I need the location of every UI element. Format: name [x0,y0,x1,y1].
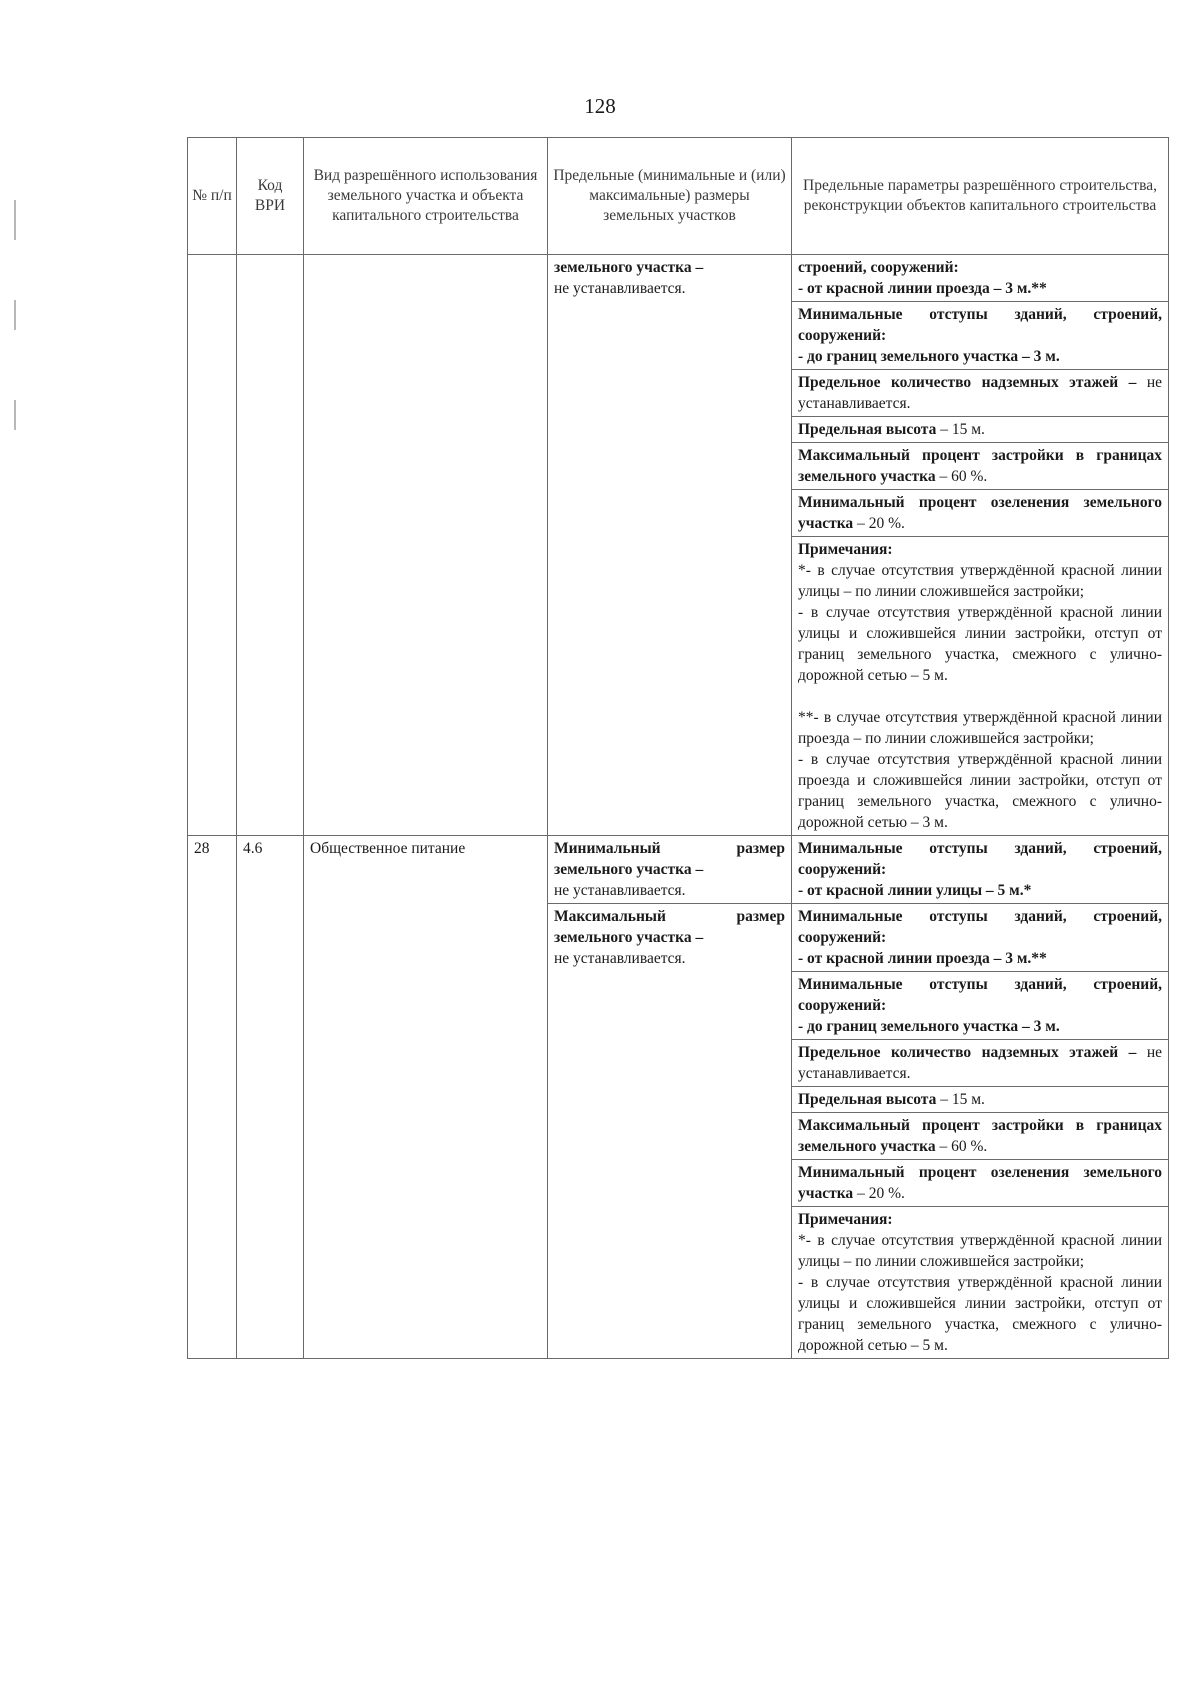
use-cell [304,255,548,836]
param-value: – 60 %. [935,468,988,485]
param-cell [792,302,1169,370]
param-cell [792,443,1169,490]
scan-artifact [14,300,16,330]
param-cell [792,417,1169,443]
note-text: - в случае отсутствия утверждённой красной линии улицы и сложившейся линии застройки, отступ от границ земельного участка, смежного с улично-дорожной сетью – 5 м. [798,604,1162,684]
param-label: Максимальный процент застройки в границах земельного участка [798,1117,1162,1155]
param-cell [792,1160,1169,1207]
param-cell [792,370,1169,417]
param-value: – 15 м. [936,421,985,438]
header-num: № п/п [188,138,237,255]
param-label: Минимальные отступы зданий, строений, сооружений: [798,306,1162,344]
size-value: не устанавливается. [554,950,686,967]
param-label: строений, сооружений: [798,259,959,276]
param-label: Предельная высота [798,1091,937,1108]
code-cell: 4.6 [237,836,304,1359]
param-cell [792,490,1169,537]
param-value: - до границ земельного участка – 3 м. [798,1018,1060,1035]
size-label: Минимальный размер земельного участка – [554,840,785,878]
notes-title: Примечания: [798,541,893,558]
size-cell [548,836,792,904]
param-cell [792,972,1169,1040]
param-label: Минимальные отступы зданий, строений, сооружений: [798,976,1162,1014]
param-cell [792,255,1169,302]
table-row [188,836,1169,904]
table-header-row [188,138,1169,255]
param-value: - от красной линии улицы – 5 м.* [798,882,1032,899]
header-size: Предельные (минимальные и (или) максимальные) размеры земельных участков [548,138,792,255]
param-label: Предельное количество надземных этажей – [798,374,1137,391]
note-text: - в случае отсутствия утверждённой красной линии проезда и сложившейся линии застройки, отступ от границ земельного участка, смежного с улично-дорожной сетью – 3 м. [798,751,1162,831]
size-label: земельного участка – [554,259,704,276]
param-cell [792,1113,1169,1160]
header-use: Вид разрешённого использования земельного участка и объекта капитального строительства [304,138,548,255]
header-params: Предельные параметры разрешённого строительства, реконструкции объектов капитального строительства [792,138,1169,255]
param-label: Максимальный процент застройки в границах земельного участка [798,447,1162,485]
notes-title: Примечания: [798,1211,893,1228]
param-value: - от красной линии проезда – 3 м.** [798,280,1047,297]
note-text: *- в случае отсутствия утверждённой красной линии улицы – по линии сложившейся застройки; [798,1232,1162,1270]
notes-cell [792,537,1169,836]
note-text: - в случае отсутствия утверждённой красной линии улицы и сложившейся линии застройки, отступ от границ земельного участка, смежного с улично-дорожной сетью – 5 м. [798,1274,1162,1354]
note-text: *- в случае отсутствия утверждённой красной линии улицы – по линии сложившейся застройки; [798,562,1162,600]
notes-cell [792,1207,1169,1359]
use-cell: Общественное питание [304,836,548,1359]
param-cell [792,1087,1169,1113]
param-value: – 60 %. [935,1138,988,1155]
param-label: Предельная высота [798,421,937,438]
num-cell: 28 [188,836,237,1359]
param-cell [792,836,1169,904]
code-cell [237,255,304,836]
table-row [188,255,1169,302]
header-code: Код ВРИ [237,138,304,255]
scan-artifact [14,400,16,430]
size-value: не устанавливается. [554,882,686,899]
param-value: – 20 %. [853,1185,905,1202]
param-value: - до границ земельного участка – 3 м. [798,348,1060,365]
param-cell [792,1040,1169,1087]
param-value: не устанавливается. [798,1044,1162,1082]
param-label: Минимальные отступы зданий, строений, сооружений: [798,908,1162,946]
size-cell [548,255,792,836]
size-label: Максимальный размер земельного участка – [554,908,785,946]
size-value: не устанавливается. [554,280,686,297]
param-value: не устанавливается. [798,374,1162,412]
num-cell [188,255,237,836]
param-label: Минимальные отступы зданий, строений, сооружений: [798,840,1162,878]
param-cell [792,904,1169,972]
page-number: 128 [584,94,616,118]
param-label: Предельное количество надземных этажей – [798,1044,1137,1061]
note-text: **- в случае отсутствия утверждённой красной линии проезда – по линии сложившейся застройки; [798,709,1162,747]
size-cell [548,904,792,1359]
param-label: Минимальный процент озеленения земельного участка [798,1164,1162,1202]
regulations-table [187,137,1169,1359]
param-value: – 15 м. [936,1091,985,1108]
param-value: - от красной линии проезда – 3 м.** [798,950,1047,967]
scan-artifact [14,200,16,240]
param-label: Минимальный процент озеленения земельного участка [798,494,1162,532]
param-value: – 20 %. [853,515,905,532]
